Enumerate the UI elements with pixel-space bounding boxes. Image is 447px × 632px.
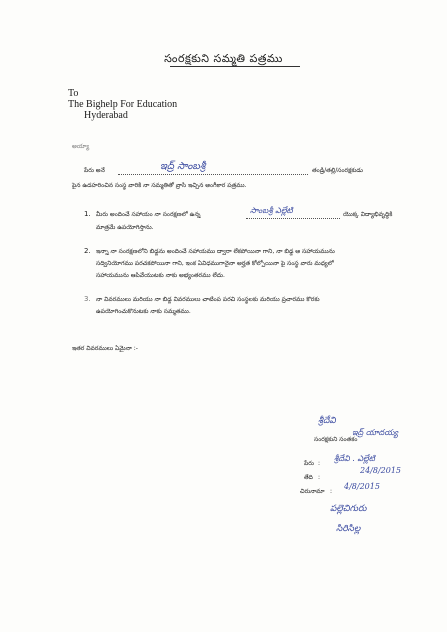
- field-address-label: చిరునామా: [300, 488, 325, 495]
- field-name-colon: :: [318, 460, 321, 467]
- signature-caption: సంరక్షకుని సంతకం: [314, 436, 358, 443]
- field-date-label: తేది: [304, 474, 313, 481]
- page-title: సంరక్షకుని సమ్మతి పత్రము: [164, 52, 283, 65]
- city: Hyderabad: [84, 110, 128, 121]
- field-date-value: 24/8/2015: [360, 466, 402, 475]
- item-3-number: 3.: [84, 295, 91, 303]
- field-date-colon: :: [318, 474, 321, 481]
- item-1-line1-end: యొక్క విద్యాభివృద్ధికి: [343, 211, 393, 218]
- intro-line2: పైన ఉదహరించిన సంస్థ వారికి నా సమ్మతితో వ్రాసి ఇచ్చిన అంగీకార పత్రము.: [72, 182, 247, 189]
- field-address-value: 4/8/2015: [344, 482, 380, 491]
- field-name-label: పేరు: [304, 460, 314, 467]
- item-3-line2: ఉపయోగించుకొనుటకు నాకు సమ్మతము.: [96, 308, 191, 315]
- signature-scribble: శ్రీదేవి: [318, 416, 336, 426]
- item-1-handwritten: సాంబశ్రీ ఎల్లేటి: [250, 206, 293, 215]
- salutation: అయ్యా: [72, 143, 90, 150]
- item-1-line2: మాత్రమే ఉపయోగిస్తాను.: [96, 224, 154, 231]
- address-line-1: పల్లెచిగురు: [330, 504, 367, 514]
- handwritten-name: ఇద్ర్ సాంబశ్రీ: [160, 161, 206, 172]
- item-3-line1: నా వివరములు మరియు నా బిడ్డ వివరములు చాటింప పరచి సంస్థలకు మరియు ప్రచారము కొరకు: [96, 296, 320, 303]
- item-1-line1: మీరు అందించే సహాయం నా సంరక్షణలో ఉన్న: [96, 211, 201, 218]
- other-details-label: ఇతర వివరములు ఏమైనా :-: [72, 345, 138, 352]
- name-dotted-line: [118, 174, 308, 175]
- address-line-2: సిరిసిల్ల: [336, 524, 361, 534]
- item-2-line2: సద్వినియోగము పరచకపోయినా గాని, ఇంక ఏవిధముగానైనా అర్హత కోల్పోయినా పై సంస్థ వారు మధ్యలో: [96, 260, 334, 267]
- to-label: To: [68, 88, 79, 99]
- field-name-value: శ్రీదేవి . ఎల్లేటి: [334, 454, 375, 463]
- field-address-colon: :: [330, 488, 333, 495]
- item-1-dotted-line: [246, 218, 340, 219]
- item-2-number: 2.: [84, 247, 91, 255]
- intro-suffix: తండ్రి/తల్లి/సంరక్షకుడు: [312, 167, 363, 174]
- item-1-number: 1.: [84, 210, 91, 218]
- signature-scribble-2: ఇద్ర్ యాదయ్య: [352, 428, 399, 437]
- addressee: The Bighelp For Education: [68, 99, 178, 110]
- title-underline: [170, 66, 300, 67]
- intro-prefix: పేరు అనే: [84, 167, 105, 174]
- item-2-line1: ఇన్నా నా సంరక్షణలోని బిడ్డను అందించే సహాయము ద్వారా లేకపోయినా గాని, నా బిడ్డ ఆ సహాయమును: [96, 248, 335, 255]
- item-2-line3: సహాయమును ఆపివేయుటకు నాకు అభ్యంతరము లేదు.: [96, 272, 225, 279]
